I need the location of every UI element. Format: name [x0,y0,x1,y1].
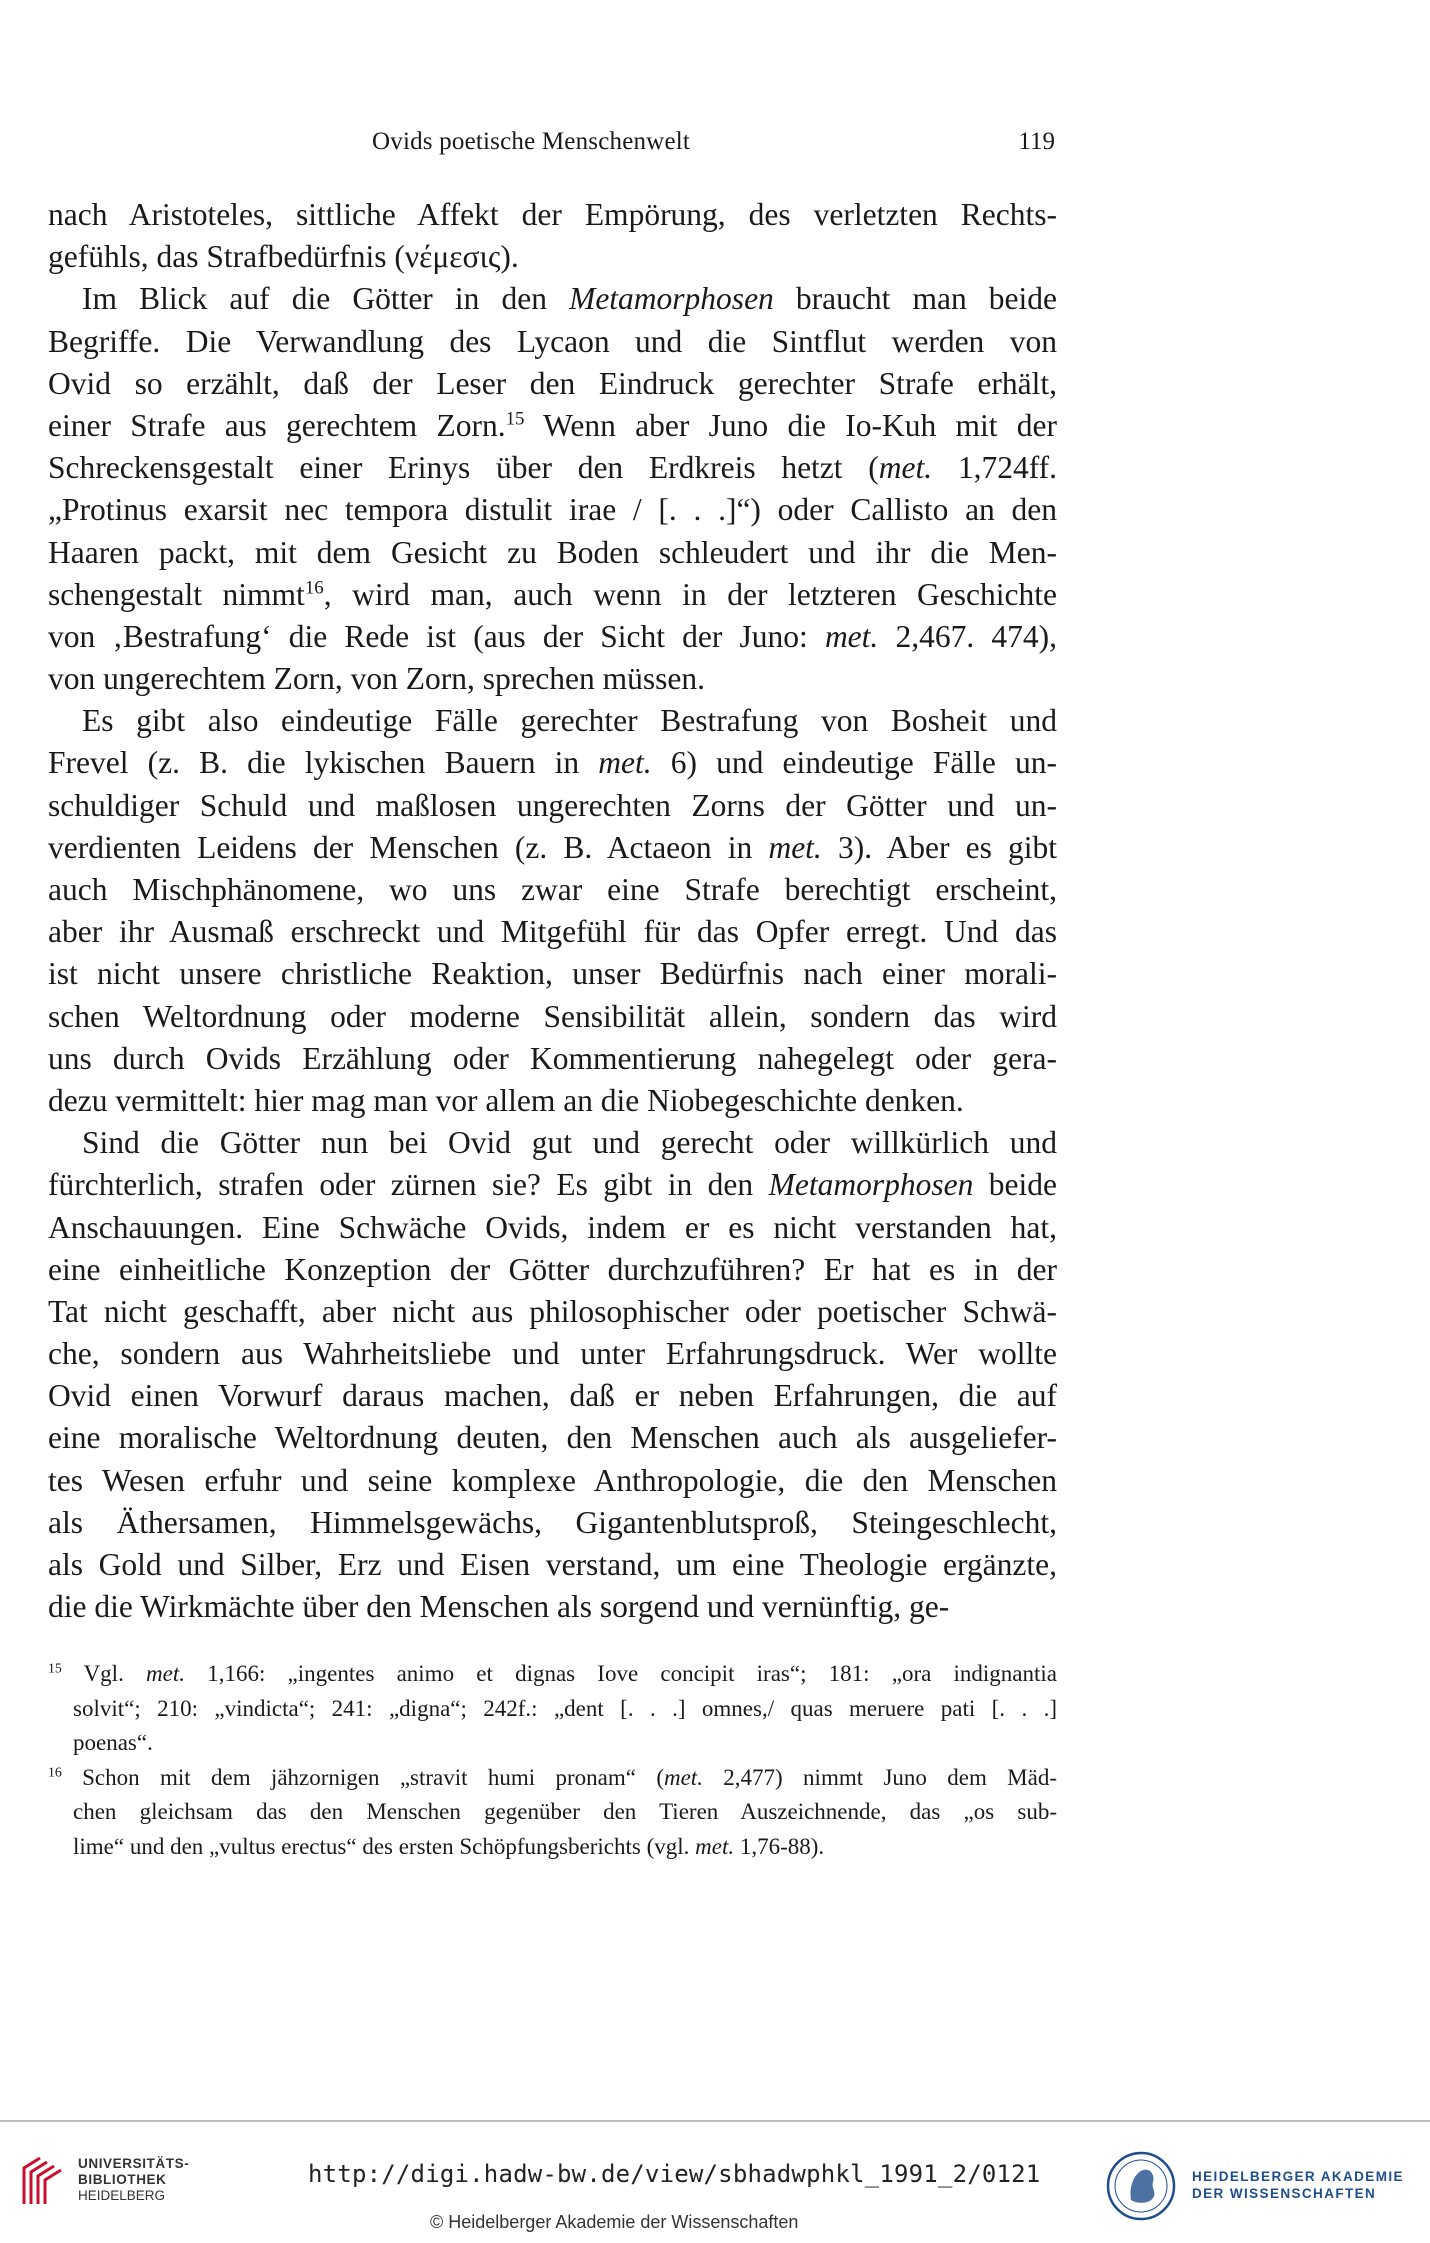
text-line: eine moralische Weltordnung deuten, den Menschen auch als ausgeliefer- [48,1420,1057,1456]
text-line: einer Strafe aus gerechtem Zorn.$^{15}$ Wenn aber Juno die Io-Kuh mit der [48,407,1057,443]
text-line: Anschauungen. Eine Schwäche Ovids, indem er es nicht verstanden hat, [48,1209,1057,1245]
footnote-line: lime“ und den „vultus erectus“ des ersten Schöpfungsberichts (vgl. met. 1,76-88). [73,1833,825,1859]
text-line: tes Wesen erfuhr und seine komplexe Anthropologie, die den Menschen [48,1462,1057,1498]
text-line: schen Weltordnung oder moderne Sensibilität allein, sondern das wird [48,998,1057,1034]
text-line: schuldiger Schuld und maßlosen ungerechten Zorns der Götter und un- [48,787,1057,823]
footnote-line: $^{15}$ Vgl. met. 1,166: „ingentes animo et dignas Iove concipit iras“; 181: „ora indignantia [48,1660,1057,1686]
text-line: Begriffe. Die Verwandlung des Lycaon und die Sintflut werden von [48,323,1057,359]
running-head: Ovids poetische Menschenwelt [372,128,691,155]
text-line: Im Blick auf die Götter in den Metamorphosen braucht man beide [82,281,1057,317]
text-line: als Gold und Silber, Erz und Eisen verstand, um eine Theologie ergänzte, [48,1547,1057,1582]
ub-line-2: BIBLIOTHEK [78,2172,167,2187]
text-line: eine einheitliche Konzeption der Götter durchzuführen? Er hat es in der [48,1251,1057,1287]
page-number: 119 [1018,128,1055,155]
text-line: che, sondern aus Wahrheitsliebe und unter Erfahrungsdruck. Wer wollte [48,1336,1057,1372]
text-line: verdienten Leidens der Menschen (z. B. Actaeon in met. 3). Aber es gibt [48,829,1057,865]
text-line: Es gibt also eindeutige Fälle gerechter Bestrafung von Bosheit und [82,703,1057,739]
footer-bar [0,2120,1430,2243]
academy-line-2: DER WISSENSCHAFTEN [1192,2186,1377,2201]
body-text [48,194,1057,1628]
academy-seal-icon[interactable] [1105,2150,1177,2222]
text-line: Schreckensgestalt einer Erinys über den Erdkreis hetzt (met. 1,724ff. [48,450,1058,486]
academy-line-1: HEIDELBERGER AKADEMIE [1192,2169,1404,2184]
text-line: Ovid einen Vorwurf daraus machen, daß er neben Erfahrungen, die auf [48,1378,1057,1414]
document-url-link[interactable]: http://digi.hadw-bw.de/view/sbhadwphkl_1991_2/0121 [308,2160,1041,2188]
footnote-line: $^{16}$ Schon mit dem jähzornigen „stravit humi pronam“ (met. 2,477) nimmt Juno dem Mäd- [48,1763,1058,1790]
text-line: von ‚Bestrafung‘ die Rede ist (aus der Sicht der Juno: met. 2,467. 474), [48,618,1057,654]
text-line: Haaren packt, mit dem Gesicht zu Boden schleudert und ihr die Men- [48,534,1057,570]
footnotes [48,1657,1057,1864]
text-line: aber ihr Ausmaß erschreckt und Mitgefühl für das Opfer erregt. Und das [48,914,1057,950]
text-line: dezu vermittelt: hier mag man vor allem an die Niobegeschichte denken. [48,1082,964,1118]
academy-name [1192,2168,1404,2202]
ub-heidelberg-logo-icon[interactable] [18,2154,64,2206]
text-line: Ovid so erzählt, daß der Leser den Eindruck gerechter Strafe erhält, [48,365,1057,401]
text-line: Tat nicht geschafft, aber nicht aus philosophischer oder poetischer Schwä- [48,1293,1057,1329]
text-line: fürchterlich, strafen oder zürnen sie? Es gibt in den Metamorphosen beide [48,1167,1057,1203]
footnote-line: solvit“; 210: „vindicta“; 241: „digna“; 242f.: „dent [. . .] omnes,/ quas meruere pati [. . .] [73,1695,1057,1721]
text-line: nach Aristoteles, sittliche Affekt der Empörung, des verletzten Rechts- [48,197,1057,232]
ub-heidelberg-text [78,2156,189,2204]
text-line: „Protinus exarsit nec tempora distulit irae / [. . .]“) oder Callisto an den [48,492,1057,528]
footnote-line: poenas“. [73,1730,153,1755]
text-line: schengestalt nimmt$^{16}$, wird man, auch wenn in der letzteren Geschichte [48,576,1057,612]
page-header [0,128,1430,168]
text-line: ist nicht unsere christliche Reaktion, unser Bedürfnis nach einer morali- [48,956,1057,992]
text-line: als Äthersamen, Himmelsgewächs, Gigantenblutsproß, Steingeschlecht, [48,1504,1057,1540]
footnote-line: chen gleichsam das den Menschen gegenüber den Tieren Auszeichnende, das „os sub- [73,1799,1057,1824]
copyright-notice: © Heidelberger Akademie der Wissenschaften [430,2212,799,2232]
text-line: uns durch Ovids Erzählung oder Kommentierung nahegelegt oder gera- [48,1040,1057,1076]
text-line: Frevel (z. B. die lykischen Bauern in met. 6) und eindeutige Fälle un- [48,745,1057,781]
text-line: die die Wirkmächte über den Menschen als sorgend und vernünftig, ge- [48,1589,950,1625]
ub-line-3: HEIDELBERG [78,2188,166,2203]
ub-line-1: UNIVERSITÄTS- [78,2156,190,2171]
text-line: auch Mischphänomene, wo uns zwar eine Strafe berechtigt erscheint, [48,872,1057,907]
text-line: von ungerechtem Zorn, von Zorn, sprechen müssen. [48,661,705,697]
text-line: gefühls, das Strafbedürfnis (νέμεσις). [48,239,519,275]
text-line: Sind die Götter nun bei Ovid gut und gerecht oder willkürlich und [82,1125,1057,1161]
footer-divider [0,2120,1430,2122]
